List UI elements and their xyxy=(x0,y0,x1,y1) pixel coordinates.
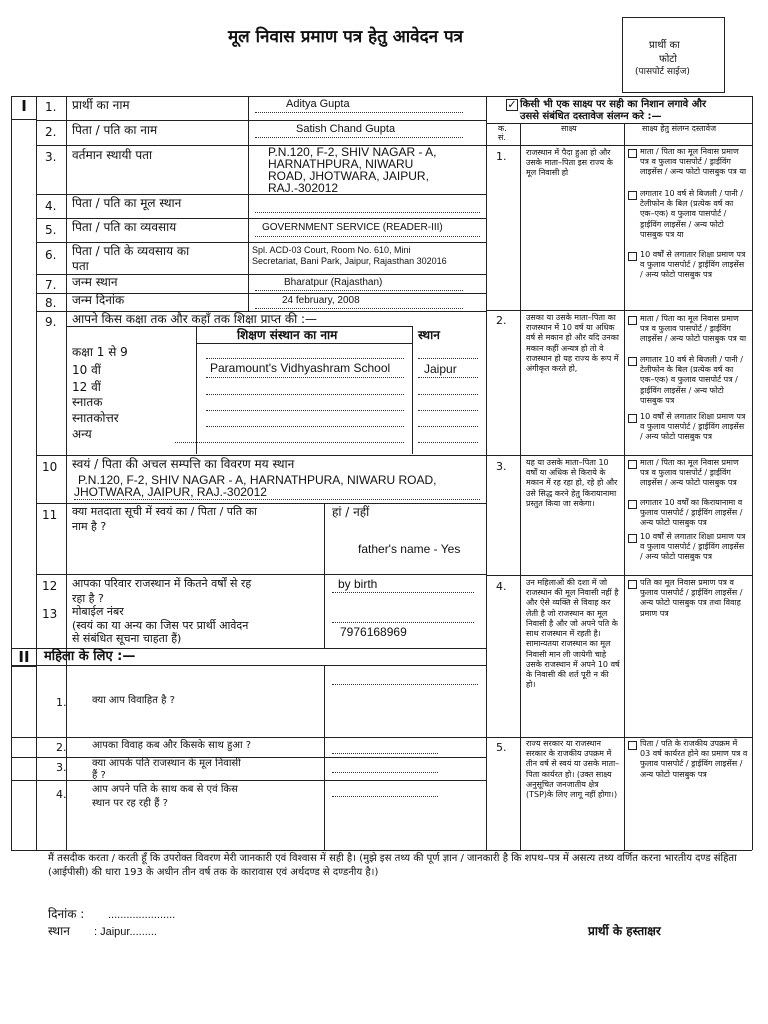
row-number: 4. xyxy=(56,788,67,801)
row-number: 9. xyxy=(45,315,57,329)
education-class: स्नातकोत्तर xyxy=(72,411,119,425)
education-place-field[interactable] xyxy=(418,430,478,443)
document-option: लगातार 10 वर्ष से बिजली / पानी / टेलीफोन के बिल (प्रत्येक वर्ष का एक–एक) व फुलाव पासपोर्ट पत्र / ड्राईविंग लाइसेंस / अन्य फोटो पासबुक पत्र xyxy=(640,355,743,405)
residence-years-value: by birth xyxy=(338,577,378,591)
occupation-address-line: Secretariat, Bani Park, Jaipur, Rajasthan 302016 xyxy=(252,256,447,266)
table-border xyxy=(36,96,37,648)
row-number: 2. xyxy=(45,125,57,139)
education-institution-field[interactable] xyxy=(175,430,404,443)
address-line: P.N.120, F-2, SHIV NAGAR - A, xyxy=(268,145,437,159)
education-institution-field[interactable] xyxy=(206,346,404,359)
place-label: स्थान xyxy=(48,924,70,938)
date-field[interactable]: ...................... xyxy=(108,909,176,921)
photo-label: फोटो xyxy=(659,54,677,65)
document-checkbox[interactable] xyxy=(628,316,637,325)
field-label-residence-years: रहा है ? xyxy=(72,592,104,605)
education-class: 10 वीं xyxy=(72,363,101,377)
row-number: 5. xyxy=(45,223,57,237)
evidence-number: 2. xyxy=(496,314,507,327)
evidence-text: उन महिलाओं की दशा में जो राजस्थान की मूल निवासी नहीं है और ऐसे व्यक्ति से विवाह कर लेती है जो राजस्थान का मूल निवासी है और जो अपने पति के साथ राजस्थान में रहती है। सामान्यतया राजस्थान का मूल निवासी मान ली जायेगी चाहे उसके राजस्थान में अपने 10 वर्ष के निवासी की शर्त पूरी न की हो। xyxy=(526,578,620,690)
father-occupation-value: GOVERNMENT SERVICE (READER-III) xyxy=(262,222,443,233)
page-title: मूल निवास प्रमाण पत्र हेतु आवेदन पत्र xyxy=(228,27,464,47)
field-label-mobile: से संबंधित सूचना चाहता हैं) xyxy=(72,632,182,645)
evidence-number: 5. xyxy=(496,741,507,754)
document-checkbox[interactable] xyxy=(628,534,637,543)
living-with-husband-field[interactable] xyxy=(332,784,438,797)
education-col-place: स्थान xyxy=(418,328,440,342)
evidence-text: राज्य सरकार या राजस्थान सरकार के राजकीय उपक्रम में तीन वर्ष से स्वयं या उसके माता–पिता कार्यरत हो। (उक्त साक्ष्य अनुसूचित जनजातीय क्षेत्र (TSP)के लिए लागू नहीं होगा।) xyxy=(526,739,620,800)
field-label-mobile: मोबाईल नंबर xyxy=(72,605,124,618)
document-checkbox[interactable] xyxy=(628,460,637,469)
document-option: पति का मूल निवास प्रमाण पत्र व फुलाव पासपोर्ट / ड्राईविंग लाइसेंस / अन्य फोटो पासबुक पत्र तथा विवाह प्रमाण पत्र xyxy=(640,578,743,618)
row-number: 3. xyxy=(56,761,67,774)
field-label-residence-years: आपका परिवार राजस्थान में कितने वर्षों से रह xyxy=(72,577,252,590)
field-label-voter-list: क्या मतदाता सूची में स्वयं का / पिता / पति का xyxy=(72,505,257,518)
mobile-number-value[interactable]: 7976168969 xyxy=(340,625,407,639)
field-label-applicant-name: प्रार्थी का नाम xyxy=(72,98,130,112)
field-label-marriage-details: आपका विवाह कब और किसके साथ हुआ ? xyxy=(92,740,252,751)
education-col-institution: शिक्षण संस्थान का नाम xyxy=(237,328,338,342)
field-label-address: वर्तमान स्थायी पता xyxy=(72,148,153,162)
applicant-signature-label: प्रार्थी के हस्ताक्षर xyxy=(588,924,661,938)
evidence-number: 3. xyxy=(496,460,507,473)
field-label-married: क्या आप विवाहित है ? xyxy=(92,695,175,706)
field-label-birth-date: जन्म दिनांक xyxy=(72,293,125,307)
section-marker-1: I xyxy=(11,96,37,120)
document-option: 10 वर्षों से लगातार शिक्षा प्रमाण पत्र व फुलाव पासपोर्ट / ड्राईविंग लाइसेंस / अन्य फोटो पासबुक पत्र xyxy=(640,412,746,442)
father-origin-field[interactable] xyxy=(255,200,480,213)
table-border xyxy=(248,96,249,312)
education-class: स्नातक xyxy=(72,395,103,409)
evidence-instruction: किसी भी एक साक्ष्य पर सही का निशान लगावे और xyxy=(520,99,707,110)
row-number: 1. xyxy=(56,696,67,709)
education-question: आपने किस कक्षा तक और कहाँ तक शिक्षा प्राप्त की :— xyxy=(72,312,318,326)
row-number: 7. xyxy=(45,278,57,292)
education-place-value: Jaipur xyxy=(424,362,457,376)
education-institution-field[interactable] xyxy=(206,414,404,427)
document-option: माता / पिता का मूल निवास प्रमाण पत्र व फुलाव पासपोर्ट / ड्राईविंग लाइसेंस / अन्य फोटो पासबुक पत्र या xyxy=(640,147,747,177)
birthplace-value: Bharatpur (Rajasthan) xyxy=(284,277,383,288)
property-line: JHOTWARA, JAIPUR, RAJ.-302012 xyxy=(74,485,267,499)
evidence-col-number: क. xyxy=(498,124,507,133)
document-option: माता / पिता का मूल निवास प्रमाण पत्र व फुलाव पासपोर्ट / ड्राईविंग लाइसेंस / अन्य फोटो पासबुक पत्र xyxy=(640,458,739,488)
voter-list-value: father's name - Yes xyxy=(358,542,461,556)
evidence-number: 4. xyxy=(496,580,507,593)
table-border xyxy=(11,96,752,97)
document-checkbox[interactable] xyxy=(628,414,637,423)
place-field[interactable]: : Jaipur......... xyxy=(94,926,157,938)
field-label-birthplace: जन्म स्थान xyxy=(72,275,118,289)
property-field-line xyxy=(74,487,480,500)
table-border xyxy=(11,850,752,851)
row-number: 2. xyxy=(56,741,67,754)
education-place-field[interactable] xyxy=(418,398,478,411)
document-checkbox[interactable] xyxy=(628,357,637,366)
field-label-husband-native: क्या आपके पति राजस्थान के मूल निवासी xyxy=(92,758,241,769)
field-label-living-with-husband: आप अपने पति के साथ कब से एवं किस xyxy=(92,784,238,795)
education-institution-field[interactable] xyxy=(206,398,404,411)
row-number: 6. xyxy=(45,248,57,262)
evidence-text: राजस्थान में पैदा हुआ हो और उसके माता–पिता इस राज्य के मूल निवासी हो xyxy=(526,148,613,178)
married-field[interactable] xyxy=(332,672,478,685)
applicant-name-value: Aditya Gupta xyxy=(286,98,350,110)
occupation-address-line: Spl. ACD-03 Court, Room No. 610, Mini xyxy=(252,245,411,255)
row-number: 13 xyxy=(42,607,58,621)
address-line: ROAD, JHOTWARA, JAIPUR, xyxy=(268,169,429,183)
photo-placeholder[interactable] xyxy=(622,17,725,93)
row-number: 12 xyxy=(42,579,58,593)
education-class: 12 वीं xyxy=(72,380,101,394)
evidence-instruction: उससे संबंधित दस्तावेज संलग्न करे :— xyxy=(520,111,662,122)
table-border xyxy=(752,96,753,850)
row-number: 8. xyxy=(45,296,57,310)
photo-label: (पासपोर्ट साईज) xyxy=(635,67,690,77)
field-label-living-with-husband: स्थान पर रह रही हैं ? xyxy=(92,798,168,809)
education-class: कक्षा 1 से 9 xyxy=(72,345,128,359)
field-label-occupation-address: पता xyxy=(72,259,89,273)
evidence-col-evidence: साक्ष्य xyxy=(561,124,577,133)
field-label-occupation-address: पिता / पति के व्यवसाय का xyxy=(72,244,190,258)
husband-native-field[interactable] xyxy=(332,760,438,773)
evidence-col-number: सं. xyxy=(498,133,506,142)
document-option: 10 वर्षों से लगातार शिक्षा प्रमाण पत्र व फुलाव पासपोर्ट / ड्राईविंग लाइसेंस / अन्य फोटो पासबुक पत्र xyxy=(640,250,746,280)
evidence-number: 1. xyxy=(496,150,507,163)
mobile-field-line xyxy=(332,610,474,623)
marriage-details-field[interactable] xyxy=(332,741,438,754)
education-class: अन्य xyxy=(72,427,92,441)
document-option: 10 वर्षों से लगातार शिक्षा प्रमाण पत्र व फुलाव पासपोर्ट / ड्राईविंग लाइसेंस / अन्य फोटो पासबुक पत्र xyxy=(640,532,746,562)
document-checkbox[interactable] xyxy=(628,149,637,158)
birth-date-value: 24 february, 2008 xyxy=(282,295,360,306)
row-number: 11 xyxy=(42,508,58,522)
education-institution-value: Paramount's Vidhyashram School xyxy=(210,361,391,375)
education-place-field[interactable] xyxy=(418,346,478,359)
section-marker-2: II xyxy=(11,648,37,667)
document-checkbox[interactable] xyxy=(628,580,637,589)
property-line: P.N.120, F-2, SHIV NAGAR - A, HARNATHPURA, NIWARU ROAD, xyxy=(78,473,437,487)
document-checkbox[interactable] xyxy=(628,252,637,261)
education-place-field[interactable] xyxy=(418,414,478,427)
father-name-value: Satish Chand Gupta xyxy=(296,123,396,135)
document-option: लगातार 10 वर्षों का किरायानामा व फुलाव पासपोर्ट / ड्राईविंग लाइसेंस / अन्य फोटो पासबुक पत्र xyxy=(640,498,743,528)
education-institution-field[interactable] xyxy=(206,382,404,395)
field-label-voter-list: नाम है ? xyxy=(72,520,107,533)
document-checkbox[interactable] xyxy=(628,741,637,750)
document-option: पिता / पति के राजकीय उपक्रम में 03 वर्ष कार्यरत होने का प्रमाण पत्र व फुलाव पासपोर्ट / ड्राईविंग लाइसेंस / अन्य फोटो पासबुक पत्र xyxy=(640,739,748,779)
field-label-father-name: पिता / पति का नाम xyxy=(72,123,158,137)
field-label-property: स्वयं / पिता की अचल सम्पत्ति का विवरण मय स्थान xyxy=(72,457,295,471)
field-label-father-origin: पिता / पति का मूल स्थान xyxy=(72,196,182,210)
voter-list-options[interactable]: हां / नहीं xyxy=(332,505,370,519)
field-label-husband-native: हैं ? xyxy=(92,770,106,781)
field-label-mobile: (स्वयं का या अन्य का जिस पर प्रार्थी आवेदन xyxy=(72,619,249,632)
row-number: 10 xyxy=(42,460,58,474)
evidence-text: यह या उसके माता–पिता 10 वर्षों या अधिक से किराये के मकान में रह रहा हो, रहे हो और उसे सिद्ध करने हेतु किरायानामा प्रस्तुत किया जा सकेगा। xyxy=(526,458,618,508)
document-option: माता / पिता का मूल निवास प्रमाण पत्र व फुलाव पासपोर्ट / ड्राईविंग लाइसेंस / अन्य फोटो पासबुक पत्र या xyxy=(640,314,747,344)
evidence-checkbox[interactable]: ✓ xyxy=(507,98,517,111)
field-label-father-occupation: पिता / पति का व्यवसाय xyxy=(72,220,177,234)
date-label: दिनांक : xyxy=(48,907,85,921)
photo-label: प्रार्थी का xyxy=(649,40,680,51)
document-checkbox[interactable] xyxy=(628,191,637,200)
row-number: 4. xyxy=(45,199,57,213)
evidence-text: उसका या उसके माता–पिता का राजस्थान में 10 वर्ष या अधिक वर्ष से मकान हो और यदि उनका मकान कहीं अन्यत्र हो तो वे राजस्थान हो यह राज्य के रूप में अंगीकृत करते हो, xyxy=(526,313,619,374)
address-line: RAJ.-302012 xyxy=(268,181,339,195)
address-line: HARNATHPURA, NIWARU xyxy=(268,157,414,171)
education-place-field[interactable] xyxy=(418,382,478,395)
women-section-heading: महिला के लिए :— xyxy=(44,649,136,664)
document-option: लगातार 10 वर्ष से बिजली / पानी / टेलीफोन के बिल (प्रत्येक वर्ष का एक–एक) व फुलाव पासपोर्ट / ड्राईविंग लाइसेंस / अन्य फोटो पासबुक पत्र या xyxy=(640,189,743,239)
row-number: 3. xyxy=(45,150,57,164)
row-number: 1. xyxy=(45,100,57,114)
declaration-text: मैं तसदीक करता / करती हूँ कि उपरोक्त विवरण मेरी जानकारी एवं विश्वास में सही है। (मुझे इस तथ्य की पूर्ण ज्ञान / जानकारी है कि शपथ–पत्र में असत्य तथ्य वर्णित करना भारतीय दण्ड संहिता (आईपीसी) की धारा 193 के अधीन तीन वर्ष तक के कारावास एवं अर्थदण्ड से दण्डनीय है।) xyxy=(48,853,737,878)
document-checkbox[interactable] xyxy=(628,500,637,509)
evidence-col-documents: साक्ष्य हेतु संलग्न दस्तावेज xyxy=(642,124,717,133)
